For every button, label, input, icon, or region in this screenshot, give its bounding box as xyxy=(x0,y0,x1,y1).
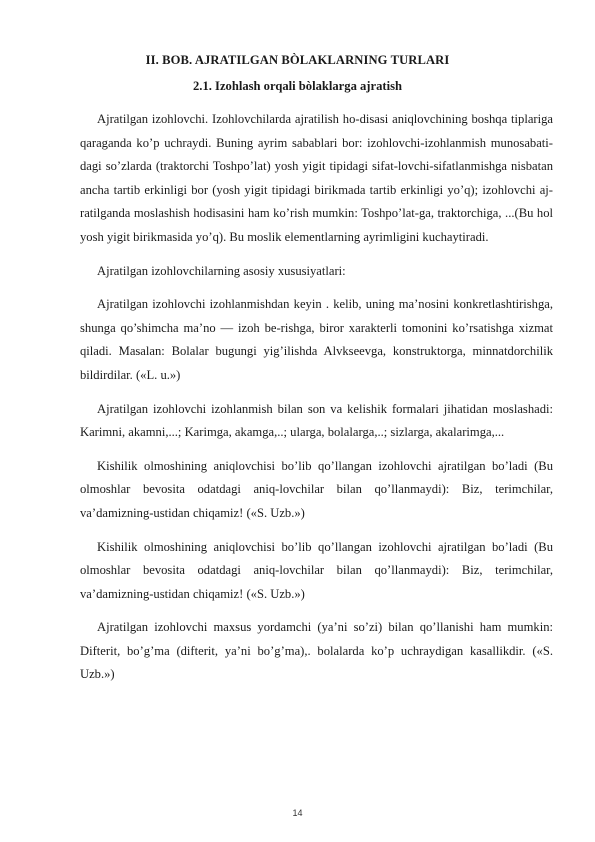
paragraph: Ajratilgan izohlovchi. Izohlovchilarda ajratilish ho-disasi aniqlovchining boshqa tiplariga qaraganda ko’p uchraydi. Buning ayrim sabablari bor: izohlovchi-izohlanmish munosabati-dagi so’zlarda (traktorchi Toshpo’lat) yosh yigit tipidagi sifat-lovchi-sifatlanmishga nisbatan ancha tartib erkinligi bor (yosh yigit tipidagi birikmada tartib erkinligi yo’q); izohlovchi aj-ratilganda moslashish hodisasini ham ko’rish mumkin: Toshpo’lat-ga, traktorchiga, ...(Bu hol yosh yigit birikmasida yo’q). Bu moslik elementlarning ayrimligini kuchaytiradi. xyxy=(80,112,553,244)
paragraph: Ajratilgan izohlovchi maxsus yordamchi (ya’ni so’zi) bilan qo’llanishi ham mumkin: Difterit, bo’g’ma (difterit, ya’ni bo’g’ma),. bolalarda ko’p uchraydigan kasallikdir. («S. Uzb.») xyxy=(80,620,553,682)
page-number: 14 xyxy=(292,808,303,818)
section-title: 2.1. Izohlash orqali bòlaklarga ajratish xyxy=(193,79,402,93)
chapter-title: II. BOB. AJRATILGAN BÒLAKLARNING TURLARI xyxy=(145,53,450,67)
paragraph: Ajratilgan izohlovchi izohlanmish bilan son va kelishik formalari jihatidan moslashadi: Karimni, akamni,...; Karimga, akamga,..; ularga, bolalarga,..; sizlarga, akalarimga,... xyxy=(80,401,553,440)
paragraph: Ajratilgan izohlovchi izohlanmishdan keyin . kelib, uning ma’nosini konkretlashtirishga, shunga qo’shimcha ma’no — izoh be-rishga, biror xarakterli tomonini ko’rsatishga xizmat qiladi. Masalan: Bolalar bugungi yig’ilishda Alvkseevga, konstruktorga, minnatdorchilik bildirdilar. («L. u.») xyxy=(80,297,553,382)
paragraph: Ajratilgan izohlovchilarning asosiy xususiyatlari: xyxy=(97,263,346,278)
paragraph: Kishilik olmoshining aniqlovchisi bo’lib qo’llangan izohlovchi ajratilgan bo’ladi (Bu olmoshlar bevosita odatdagi aniq-lovchilar bilan qo’llanmaydi): Biz, terimchilar, va’damizning-ustidan chiqamiz! («S. Uzb.») xyxy=(80,539,553,601)
body-text xyxy=(80,108,553,697)
paragraph: Kishilik olmoshining aniqlovchisi bo’lib qo’llangan izohlovchi ajratilgan bo’ladi (Bu olmoshlar bevosita odatdagi aniq-lovchilar bilan qo’llanmaydi): Biz, terimchilar, va’damizning-ustidan chiqamiz! («S. Uzb.») xyxy=(80,458,553,520)
